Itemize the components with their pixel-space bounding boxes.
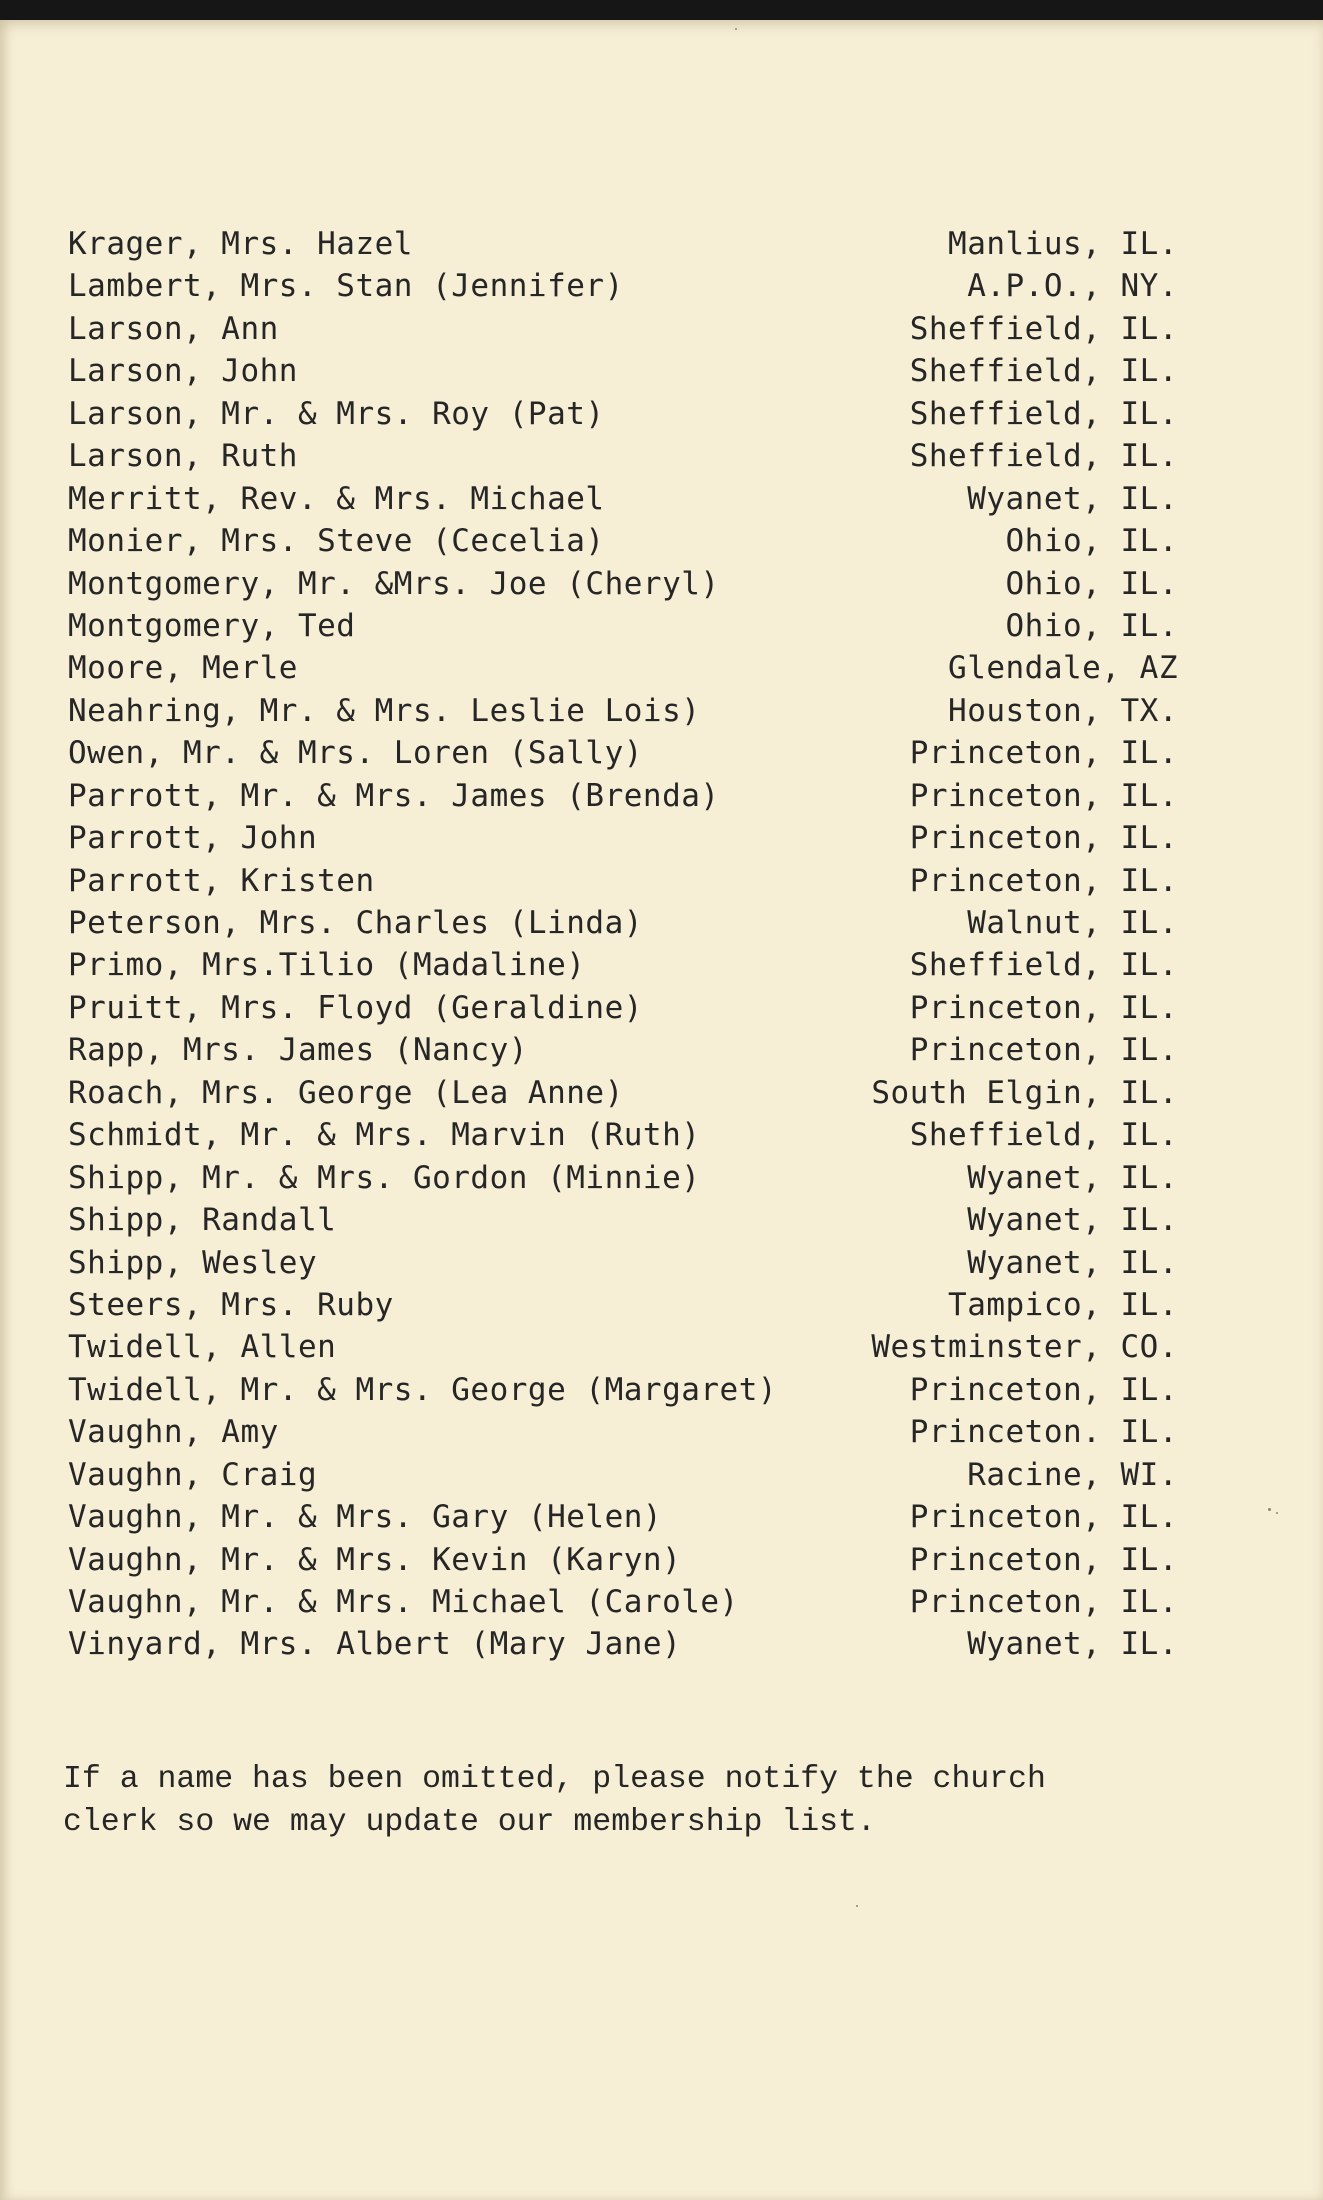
member-row bbox=[68, 647, 1178, 689]
member-location: Sheffield, IL. bbox=[909, 353, 1178, 390]
member-name: Primo, Mrs.Tilio (Madaline) bbox=[68, 947, 586, 984]
member-name: Larson, John bbox=[68, 353, 298, 390]
member-name: Owen, Mr. & Mrs. Loren (Sally) bbox=[68, 735, 643, 772]
member-location: Sheffield, IL. bbox=[909, 947, 1178, 984]
member-location: Ohio, IL. bbox=[1005, 565, 1178, 602]
member-location: Princeton, IL. bbox=[909, 1541, 1178, 1578]
member-location: Sheffield, IL. bbox=[909, 395, 1178, 432]
member-name: Vaughn, Craig bbox=[68, 1456, 318, 1493]
paper-speck bbox=[1268, 1508, 1271, 1511]
member-location: Glendale, AZ bbox=[948, 650, 1178, 687]
member-name: Parrott, John bbox=[68, 820, 318, 857]
member-location: Houston, TX. bbox=[948, 692, 1178, 729]
member-location: Princeton, IL. bbox=[909, 777, 1178, 814]
member-row bbox=[68, 435, 1178, 477]
member-name: Twidell, Mr. & Mrs. George (Margaret) bbox=[68, 1371, 778, 1408]
member-name: Monier, Mrs. Steve (Cecelia) bbox=[68, 523, 605, 560]
member-name: Schmidt, Mr. & Mrs. Marvin (Ruth) bbox=[68, 1117, 701, 1154]
member-location: Sheffield, IL. bbox=[909, 438, 1178, 475]
member-name: Vaughn, Mr. & Mrs. Gary (Helen) bbox=[68, 1499, 663, 1536]
member-row bbox=[68, 520, 1178, 562]
member-location: Manlius, IL. bbox=[948, 226, 1178, 262]
member-name: Peterson, Mrs. Charles (Linda) bbox=[68, 905, 643, 941]
member-row bbox=[68, 690, 1178, 732]
member-row bbox=[68, 223, 1178, 265]
member-location: Wyanet, IL. bbox=[967, 1202, 1178, 1239]
member-row bbox=[68, 393, 1178, 435]
member-name: Roach, Mrs. George (Lea Anne) bbox=[68, 1074, 624, 1111]
member-row bbox=[68, 1326, 1178, 1368]
member-location: Princeton, IL. bbox=[909, 1584, 1178, 1620]
member-location: Wyanet, IL. bbox=[967, 480, 1178, 517]
member-location: Wyanet, IL. bbox=[967, 1244, 1178, 1281]
member-name: Krager, Mrs. Hazel bbox=[68, 226, 413, 262]
member-row bbox=[68, 1581, 1178, 1623]
member-name: Larson, Ann bbox=[68, 310, 279, 347]
member-name: Parrott, Mr. & Mrs. James (Brenda) bbox=[68, 777, 720, 814]
member-row bbox=[68, 1029, 1178, 1071]
member-location: Wyanet, IL. bbox=[967, 1159, 1178, 1196]
member-location: Princeton, IL. bbox=[909, 862, 1178, 899]
paper-speck bbox=[1276, 1512, 1278, 1514]
member-row bbox=[68, 817, 1178, 859]
member-name: Montgomery, Ted bbox=[68, 607, 356, 644]
member-location: Princeton, IL. bbox=[909, 989, 1178, 1026]
member-name: Merritt, Rev. & Mrs. Michael bbox=[68, 480, 605, 517]
member-name: Pruitt, Mrs. Floyd (Geraldine) bbox=[68, 989, 643, 1026]
member-row bbox=[68, 308, 1178, 350]
member-location: Sheffield, IL. bbox=[909, 1117, 1178, 1154]
member-row bbox=[68, 860, 1178, 902]
member-row bbox=[68, 902, 1178, 944]
member-name: Vaughn, Mr. & Mrs. Kevin (Karyn) bbox=[68, 1541, 682, 1578]
member-row bbox=[68, 563, 1178, 605]
member-row bbox=[68, 1072, 1178, 1114]
member-name: Twidell, Allen bbox=[68, 1329, 337, 1366]
member-row bbox=[68, 1284, 1178, 1326]
member-row bbox=[68, 775, 1178, 817]
member-name: Vaughn, Amy bbox=[68, 1414, 279, 1451]
member-name: Lambert, Mrs. Stan (Jennifer) bbox=[68, 268, 624, 305]
member-row bbox=[68, 1157, 1178, 1199]
member-location: Ohio, IL. bbox=[1005, 607, 1178, 644]
member-name: Larson, Ruth bbox=[68, 438, 298, 475]
member-name: Moore, Merle bbox=[68, 650, 298, 687]
omission-notice bbox=[63, 1758, 1263, 1844]
notice-line-1: If a name has been omitted, please notify the church bbox=[63, 1762, 1046, 1797]
member-location: Sheffield, IL. bbox=[909, 310, 1178, 347]
member-row bbox=[68, 944, 1178, 986]
member-location: Princeton, IL. bbox=[909, 1499, 1178, 1536]
member-location: South Elgin, IL. bbox=[871, 1074, 1178, 1111]
membership-list bbox=[68, 223, 1178, 1666]
member-row bbox=[68, 1369, 1178, 1411]
member-location: Racine, WI. bbox=[967, 1456, 1178, 1493]
member-name: Vinyard, Mrs. Albert (Mary Jane) bbox=[68, 1626, 682, 1663]
member-location: Princeton, IL. bbox=[909, 1032, 1178, 1069]
member-row bbox=[68, 1623, 1178, 1665]
member-name: Shipp, Randall bbox=[68, 1202, 337, 1239]
member-row bbox=[68, 1496, 1178, 1538]
member-name: Parrott, Kristen bbox=[68, 862, 375, 899]
member-row bbox=[68, 987, 1178, 1029]
member-name: Larson, Mr. & Mrs. Roy (Pat) bbox=[68, 395, 605, 432]
member-location: Princeton. IL. bbox=[909, 1414, 1178, 1451]
member-name: Neahring, Mr. & Mrs. Leslie Lois) bbox=[68, 692, 701, 729]
member-row bbox=[68, 1539, 1178, 1581]
member-location: Wyanet, IL. bbox=[967, 1626, 1178, 1663]
member-name: Steers, Mrs. Ruby bbox=[68, 1286, 394, 1323]
member-row bbox=[68, 1242, 1178, 1284]
member-location: A.P.O., NY. bbox=[967, 268, 1178, 305]
member-row bbox=[68, 350, 1178, 392]
paper-speck bbox=[856, 1905, 858, 1907]
member-name: Shipp, Wesley bbox=[68, 1244, 318, 1281]
notice-line-2: clerk so we may update our membership list. bbox=[63, 1805, 876, 1840]
member-location: Walnut, IL. bbox=[967, 905, 1178, 941]
member-row bbox=[68, 1454, 1178, 1496]
paper-speck bbox=[735, 28, 737, 30]
member-row bbox=[68, 1199, 1178, 1241]
member-location: Princeton, IL. bbox=[909, 1371, 1178, 1408]
scan-top-edge bbox=[0, 0, 1323, 20]
member-row bbox=[68, 605, 1178, 647]
member-location: Princeton, IL. bbox=[909, 735, 1178, 772]
member-row bbox=[68, 1411, 1178, 1453]
member-row bbox=[68, 265, 1178, 307]
member-location: Ohio, IL. bbox=[1005, 523, 1178, 560]
member-name: Vaughn, Mr. & Mrs. Michael (Carole) bbox=[68, 1584, 739, 1620]
member-name: Montgomery, Mr. &Mrs. Joe (Cheryl) bbox=[68, 565, 720, 602]
member-row bbox=[68, 478, 1178, 520]
member-location: Princeton, IL. bbox=[909, 820, 1178, 857]
member-location: Westminster, CO. bbox=[871, 1329, 1178, 1366]
member-location: Tampico, IL. bbox=[948, 1286, 1178, 1323]
member-row bbox=[68, 732, 1178, 774]
member-name: Shipp, Mr. & Mrs. Gordon (Minnie) bbox=[68, 1159, 701, 1196]
member-name: Rapp, Mrs. James (Nancy) bbox=[68, 1032, 528, 1069]
member-row bbox=[68, 1114, 1178, 1156]
